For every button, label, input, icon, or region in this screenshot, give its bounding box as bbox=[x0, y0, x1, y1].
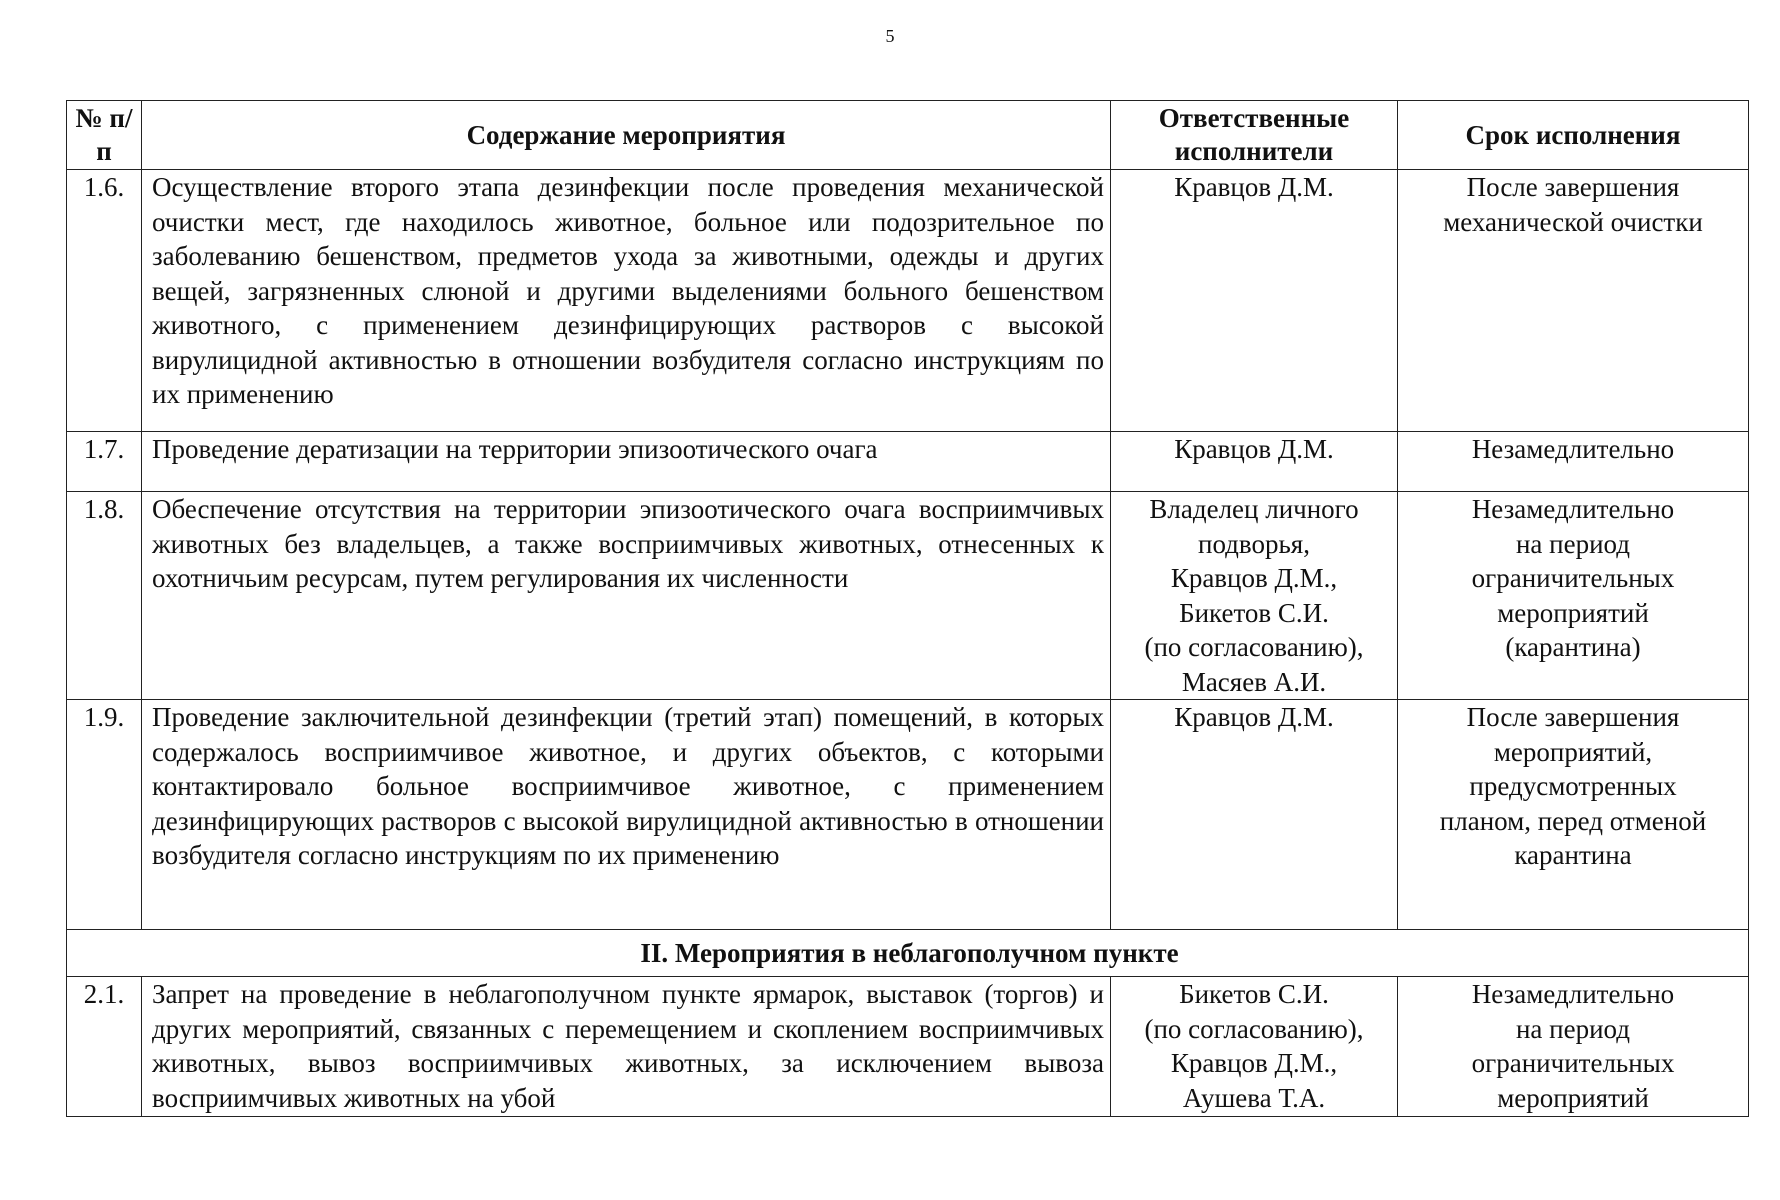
table-row bbox=[67, 492, 1749, 700]
deadline-line: Незамедлительно bbox=[1471, 434, 1675, 464]
row-number: 2.1. bbox=[67, 977, 142, 1117]
deadline-line: (карантина) bbox=[1505, 632, 1641, 662]
deadline-line: После завершения bbox=[1466, 172, 1680, 202]
row-content: Осуществление второго этапа дезинфекции после проведения механической очистки мест, где находилось животное, больное или подозрительное по заболеванию бешенством, предметов ухода за животными, одежды и других вещей, загрязненных слюной и другими выделениями больного бешенством животного, с применением дезинфицирующих растворов с высокой вирулицидной активностью в отношении возбудителя согласно инструкциям по их применению bbox=[142, 170, 1111, 432]
responsible-line: Кравцов Д.М., bbox=[1170, 1048, 1338, 1078]
row-responsible bbox=[1111, 170, 1398, 432]
row-content: Проведение заключительной дезинфекции (третий этап) помещений, в которых содержалось восприимчивое животное, и других объектов, с которыми контактировало больное восприимчивое животное, с применением дезинфицирующих растворов с высокой вирулицидной активностью в отношении возбудителя согласно инструкциям по их применению bbox=[142, 700, 1111, 930]
row-deadline bbox=[1398, 700, 1749, 930]
responsible-line: (по согласованию), bbox=[1144, 632, 1364, 662]
header-num: № п/п bbox=[67, 101, 142, 170]
section-row bbox=[67, 930, 1749, 977]
row-content: Обеспечение отсутствия на территории эпизоотического очага восприимчивых животных без владельцев, а также восприимчивых животных, отнесенных к охотничьим ресурсам, путем регулирования их численности bbox=[142, 492, 1111, 700]
deadline-line: планом, перед отменой bbox=[1439, 805, 1707, 836]
row-number: 1.6. bbox=[67, 170, 142, 432]
table-row bbox=[67, 977, 1749, 1117]
header-deadline: Срок исполнения bbox=[1398, 101, 1749, 170]
responsible-line: Аушева Т.А. bbox=[1182, 1082, 1326, 1113]
responsible-line: Масяев А.И. bbox=[1181, 666, 1327, 697]
row-responsible bbox=[1111, 977, 1398, 1117]
deadline-line: мероприятий bbox=[1497, 597, 1649, 628]
row-number: 1.9. bbox=[67, 700, 142, 930]
table-row bbox=[67, 432, 1749, 492]
responsible-line: подворья, bbox=[1198, 528, 1310, 559]
table-row bbox=[67, 700, 1749, 930]
table-row bbox=[67, 170, 1749, 432]
measures-table bbox=[66, 100, 1749, 1117]
deadline-line: предусмотренных bbox=[1469, 771, 1677, 801]
row-deadline bbox=[1398, 492, 1749, 700]
deadline-line: ограничительных bbox=[1471, 563, 1675, 593]
responsible-line: Кравцов Д.М., bbox=[1170, 563, 1338, 593]
deadline-line: на период bbox=[1515, 1013, 1631, 1044]
deadline-line: мероприятий bbox=[1497, 1082, 1649, 1113]
deadline-line: на период bbox=[1515, 528, 1631, 559]
responsible-line: Владелец личного bbox=[1149, 494, 1359, 524]
row-content: Проведение дератизации на территории эпизоотического очага bbox=[142, 432, 1111, 492]
row-deadline bbox=[1398, 977, 1749, 1117]
row-content: Запрет на проведение в неблагополучном пункте ярмарок, выставок (торгов) и других мероприятий, связанных с перемещением и скоплением восприимчивых животных, вывоз восприимчивых животных, за исключением вывоза восприимчивых животных на убой bbox=[142, 977, 1111, 1117]
deadline-line: Незамедлительно bbox=[1471, 494, 1675, 524]
responsible-line: Кравцов Д.М. bbox=[1174, 434, 1334, 464]
header-responsible: Ответственные исполнители bbox=[1111, 101, 1398, 170]
responsible-line: Бикетов С.И. bbox=[1179, 979, 1329, 1009]
page-number: 5 bbox=[885, 26, 895, 46]
header-content: Содержание мероприятия bbox=[142, 101, 1111, 170]
row-responsible bbox=[1111, 700, 1398, 930]
row-deadline bbox=[1398, 432, 1749, 492]
row-responsible bbox=[1111, 432, 1398, 492]
deadline-line: ограничительных bbox=[1471, 1048, 1675, 1078]
row-deadline bbox=[1398, 170, 1749, 432]
deadline-line: карантина bbox=[1514, 840, 1632, 870]
row-number: 1.8. bbox=[67, 492, 142, 700]
section-title: II. Мероприятия в неблагополучном пункте bbox=[67, 930, 1749, 977]
responsible-line: Бикетов С.И. bbox=[1179, 597, 1329, 628]
row-responsible bbox=[1111, 492, 1398, 700]
deadline-line: Незамедлительно bbox=[1471, 979, 1675, 1009]
table-header-row bbox=[67, 101, 1749, 170]
deadline-line: мероприятий, bbox=[1493, 736, 1653, 767]
responsible-line: Кравцов Д.М. bbox=[1174, 172, 1334, 202]
row-number: 1.7. bbox=[67, 432, 142, 492]
responsible-line: (по согласованию), bbox=[1144, 1013, 1364, 1044]
deadline-line: После завершения bbox=[1466, 702, 1680, 732]
responsible-line: Кравцов Д.М. bbox=[1174, 702, 1334, 732]
deadline-line: механической очистки bbox=[1443, 206, 1703, 237]
